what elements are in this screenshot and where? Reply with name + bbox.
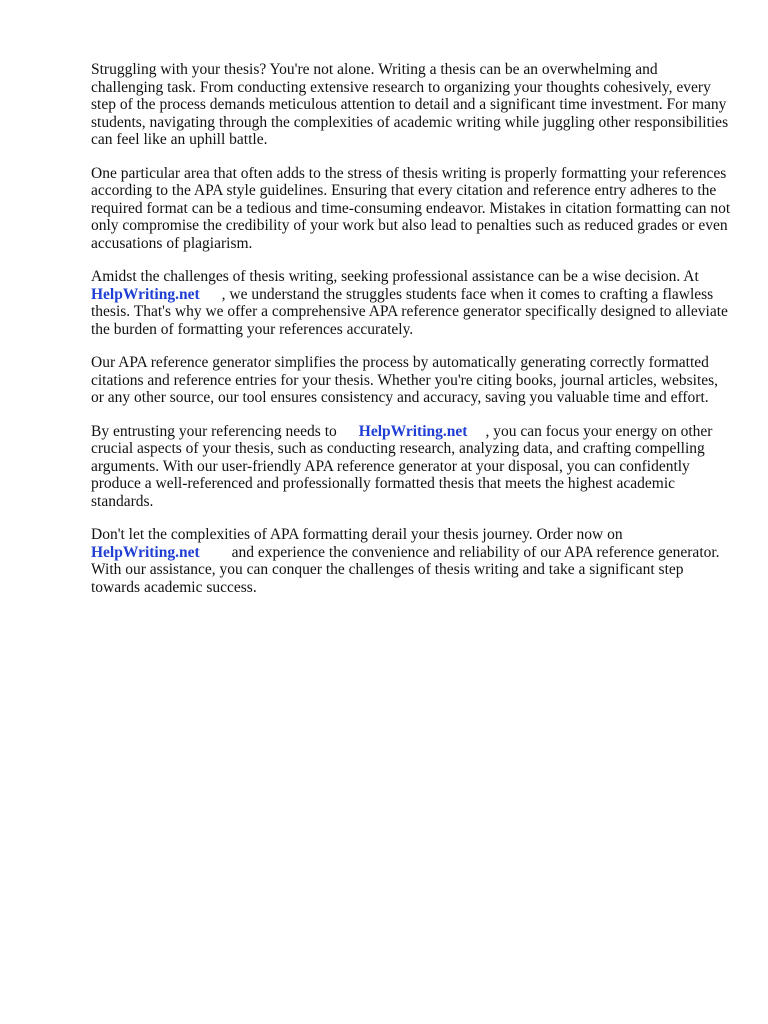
paragraph-text: and experience the convenience and reliability of our APA reference generator. With our assistance, you can conquer the challenges of thesis writing and take a significant step towards academic success. (91, 543, 720, 596)
paragraph-generator: Our APA reference generator simplifies the process by automatically generating correctly formatted citations and reference entries for your thesis. Whether you're citing books, journal articles, websites, or any other source, our tool ensures consistency and accuracy, saving you valuable time and effort. (91, 354, 719, 406)
paragraph-text: Don't let the complexities of APA formatting derail your thesis journey. Order now on (91, 526, 623, 543)
paragraph-intro: Struggling with your thesis? You're not alone. Writing a thesis can be an overwhelming and challenging task. From conducting extensive research to organizing your thoughts cohesively, every step of the process demands meticulous attention to detail and a significant time investment. For many students, navigating through the complexities of academic writing while juggling other responsibilities can feel like an uphill battle. (91, 61, 729, 148)
helpwriting-link[interactable]: HelpWriting.net (91, 285, 200, 303)
helpwriting-link[interactable]: HelpWriting.net (91, 543, 200, 561)
document-body (91, 61, 731, 612)
paragraph-entrusting (91, 423, 731, 511)
paragraph-professional-assistance (91, 268, 731, 338)
paragraph-text: Amidst the challenges of thesis writing, seeking professional assistance can be a wise decision. At (91, 268, 699, 285)
paragraph-text: , you can focus your energy on other crucial aspects of your thesis, such as conducting research, analyzing data, and crafting compelling arguments. With our user-friendly APA reference generator at your disposal, you can confidently produce a well-referenced and professionally formatted thesis that meets the highest academic standards. (91, 422, 713, 510)
paragraph-apa-formatting: One particular area that often adds to the stress of thesis writing is properly formatting your references according to the APA style guidelines. Ensuring that every citation and reference entry adheres to the required format can be a tedious and time-consuming endeavor. Mistakes in citation formatting can not only compromise the credibility of your work but also lead to penalties such as reduced grades or even accusations of plagiarism. (91, 164, 731, 252)
helpwriting-link[interactable]: HelpWriting.net (358, 422, 468, 440)
paragraph-text: By entrusting your referencing needs to (91, 422, 337, 440)
paragraph-text: , we understand the struggles students face when it comes to crafting a flawless thesis. That's why we offer a comprehensive APA reference generator specifically designed to alleviate the burden of formatting your references accurately. (91, 285, 728, 338)
paragraph-call-to-action (91, 526, 731, 596)
